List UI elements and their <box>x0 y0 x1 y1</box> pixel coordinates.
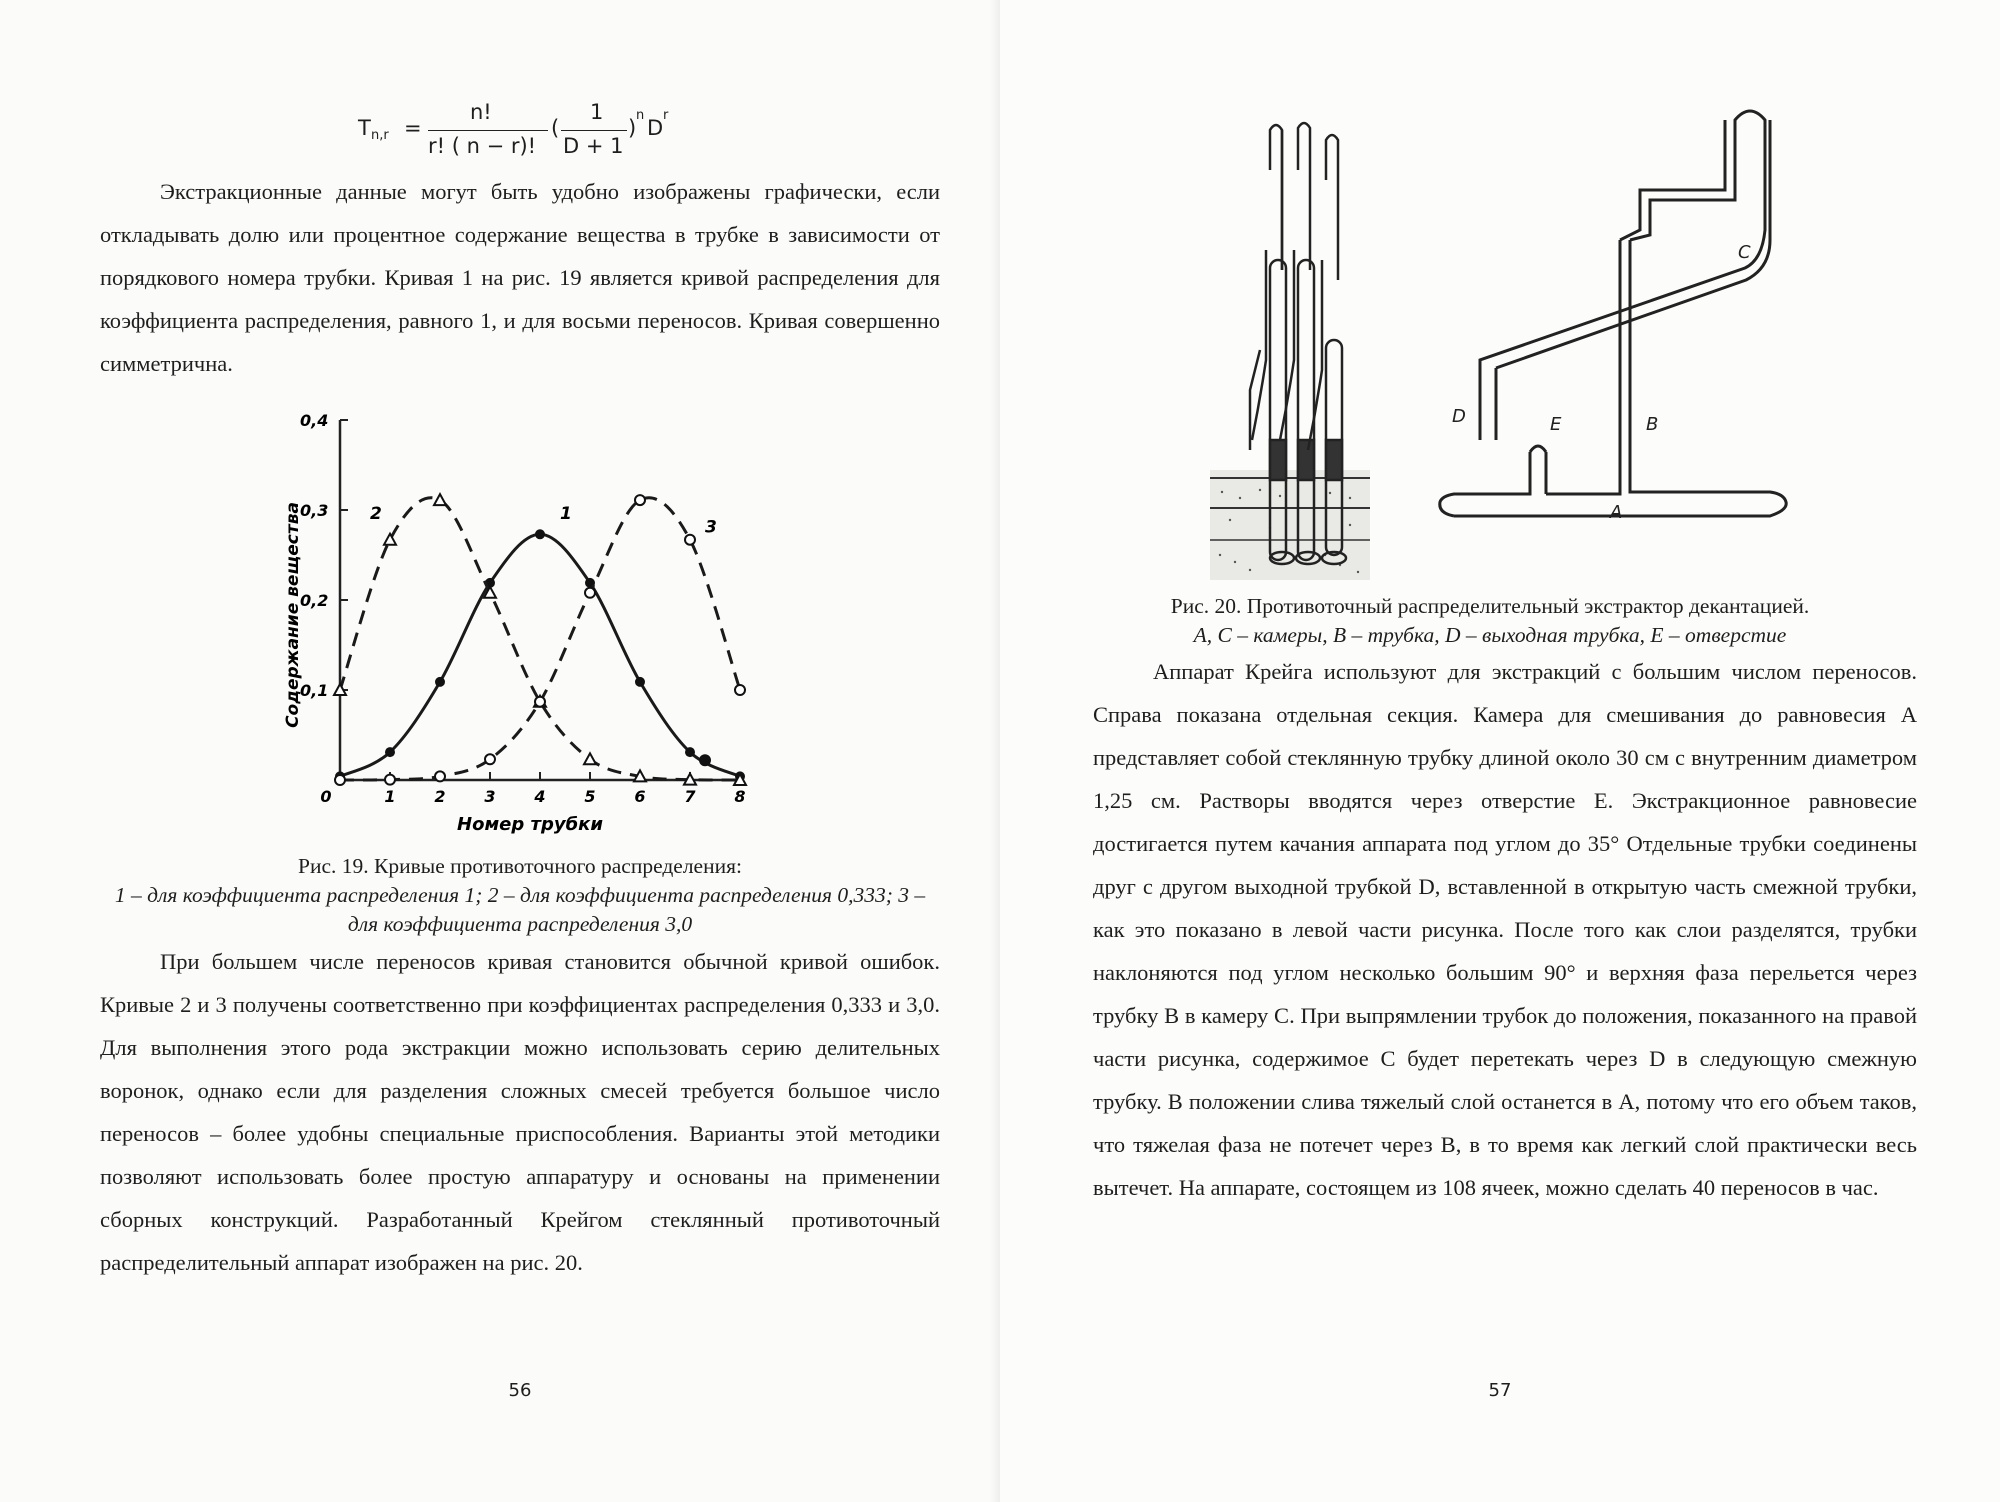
formula <box>358 100 688 164</box>
point-series-1 <box>535 529 545 539</box>
point-series-3 <box>435 771 445 781</box>
x-tick-label: 6 <box>634 787 646 806</box>
curve-label: 3 <box>705 517 717 538</box>
formula-paren-open: ( <box>551 116 560 140</box>
point-series-1 <box>635 677 645 687</box>
figure-20-drawing <box>1210 100 1830 590</box>
x-tick-label: 7 <box>684 787 696 806</box>
point-series-3 <box>485 754 495 764</box>
chart-series <box>334 494 746 785</box>
formula-frac2-den: D + 1 <box>563 134 624 158</box>
point-series-2 <box>384 534 396 545</box>
figure-19-caption <box>100 852 940 939</box>
x-tick-label: 2 <box>434 787 446 806</box>
point-series-3 <box>735 685 745 695</box>
series-line-1 <box>340 534 740 776</box>
figure-19-chart <box>270 395 770 850</box>
series-line-2 <box>340 498 740 780</box>
formula-frac1-num: n! <box>470 100 492 124</box>
formula-paren-close: ) <box>628 116 637 140</box>
label-c: C <box>1738 242 1751 263</box>
x-tick-label: 3 <box>484 787 496 806</box>
formula-frac2-num: 1 <box>590 100 604 124</box>
x-tick-label: 1 <box>384 787 396 806</box>
series-line-3 <box>340 498 740 780</box>
x-tick-label: 5 <box>584 787 596 806</box>
label-a: A <box>1610 502 1623 523</box>
paragraph-more-transfers: При большем числе переносов кривая становится обычной кривой ошибок. Кривые 2 и 3 получены соответственно при коэффициентах распределения 0,333 и 3,0. Для выполнения этого рода экстракции можно использовать серию делительных воронок, однако если для разделения сложных смесей требуется большое число переносов – более удобны специальные приспособления. Варианты этой методики позволяют использовать более простую аппаратуру и основаны на применении сборных конструкций. Разработанный Крейгом стеклянный противоточный распределительный аппарат изображен на рис. 20. <box>100 949 940 1275</box>
point-series-3 <box>335 775 345 785</box>
formula-eq: = <box>404 116 422 140</box>
page-number-57: 57 <box>1488 1380 1512 1401</box>
point-series-2 <box>584 753 596 764</box>
point-series-3 <box>535 697 545 707</box>
y-axis-label: Содержание вещества <box>283 502 303 728</box>
figure-19-caption-title: Рис. 19. Кривые противоточного распределения: <box>298 854 742 878</box>
point-series-3 <box>635 495 645 505</box>
y-tick-label: 0,1 <box>300 681 329 700</box>
label-b: B <box>1646 414 1659 435</box>
point-series-1 <box>685 747 695 757</box>
x-tick-label: 0 <box>320 787 332 806</box>
formula-lhs-sub: n,r <box>371 128 389 143</box>
single-section <box>1440 111 1786 516</box>
label-d: D <box>1452 406 1466 427</box>
x-axis-label: Номер трубки <box>457 814 603 835</box>
point-series-1 <box>385 747 395 757</box>
point-series-2 <box>434 494 446 505</box>
y-tick-label: 0,3 <box>300 501 329 520</box>
point-series-3 <box>585 588 595 598</box>
x-tick-label: 8 <box>734 787 746 806</box>
formula-frac1-den: r! ( n − r)! <box>428 134 537 158</box>
figure-20-caption-title: Рис. 20. Противоточный распределительный экстрактор декантацией. <box>1170 594 1810 618</box>
figure-19-caption-body: 1 – для коэффициента распределения 1; 2 – для коэффициента распределения 0,333; 3 – для коэффициента распределения 3,0 <box>114 883 926 936</box>
point-extra <box>699 754 711 766</box>
paragraph-craig-apparatus: Аппарат Крейга используют для экстракций с большим числом переносов. Справа показана отдельная секция. Камера для смешивания до равновесия A представляет собой стеклянную трубку длиной около 30 см с внутренним диаметром 1,25 см. Растворы вводятся через отверстие E. Экстракционное равновесие достигается путем качания аппарата под углом до 35° Отдельные трубки соединены друг с другом выходной трубкой D, вставленной в открытую часть смежной трубки, как это показано в левой части рисунка. После того как слои разделятся, трубки наклоняются под углом несколько большим 90° и верхняя фаза перельется через трубку B в камеру C. При выпрямлении трубок до положения, показанного на правой части рисунка, содержимое C будет перетекать через D в следующую смежную трубку. В положении слива тяжелый слой останется в A, потому что его объем таков, что тяжелая фаза не потечет через B, в то время как легкий слой практически весь вытечет. На аппарате, состоящем из 108 ячеек, можно сделать 40 переносов в час. <box>1093 659 1917 1200</box>
point-series-3 <box>385 775 395 785</box>
point-series-3 <box>685 535 695 545</box>
label-e: E <box>1550 414 1562 435</box>
figure-20-caption-body: A, C – камеры, B – трубка, D – выходная трубка, E – отверстие <box>1193 623 1787 647</box>
chart-axes <box>340 420 740 780</box>
right-page <box>1000 0 2000 1502</box>
y-tick-label: 0,2 <box>300 591 329 610</box>
y-tick-label: 0,4 <box>300 411 329 430</box>
point-series-1 <box>435 677 445 687</box>
paragraph-extraction-data: Экстракционные данные могут быть удобно изображены графически, если откладывать долю или процентное содержание вещества в трубке в зависимости от порядкового номера трубки. Кривая 1 на рис. 19 является кривой распределения для коэффициента распределения, равного 1, и для восьми переносов. Кривая совершенно симметрична. <box>100 179 940 376</box>
curve-label: 1 <box>560 504 572 524</box>
curve-label: 2 <box>370 504 382 524</box>
formula-lhs: T <box>358 116 371 140</box>
formula-exp-r: r <box>663 108 669 123</box>
figure-20-caption <box>1050 592 1930 650</box>
formula-exp-n: n <box>636 108 645 123</box>
formula-tail: D <box>647 116 664 140</box>
formula-frac1-bar <box>428 130 548 131</box>
x-tick-label: 4 <box>534 787 546 806</box>
formula-frac2-bar <box>561 130 627 131</box>
page-number-56: 56 <box>508 1380 532 1401</box>
